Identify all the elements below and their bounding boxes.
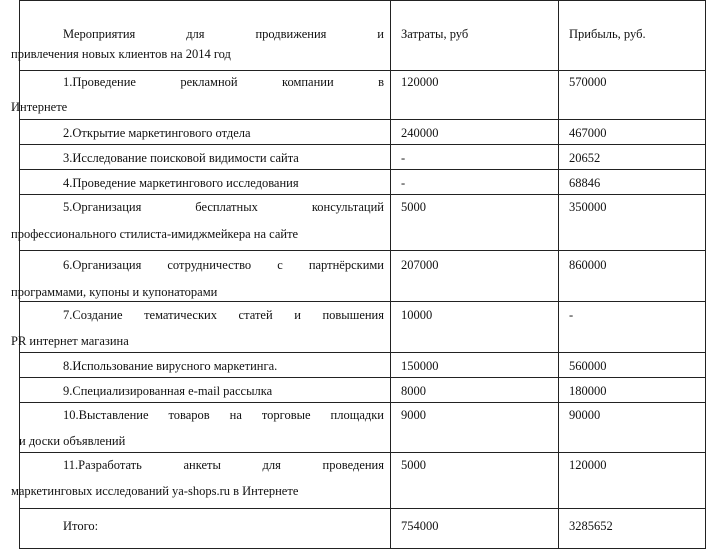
cost-cell: -	[391, 170, 559, 195]
table-row	[20, 302, 706, 353]
table-row	[20, 378, 706, 403]
table-row	[20, 71, 706, 120]
table-row	[20, 120, 706, 145]
activity-line2: программами, купоны и купонаторами	[11, 285, 218, 299]
profit-cell: 120000	[559, 453, 706, 509]
activity-line1: 8.Использование вирусного маркетинга.	[63, 359, 278, 373]
table-header-row	[20, 1, 706, 71]
table-row	[20, 195, 706, 251]
activity-cell	[20, 353, 391, 378]
activity-cell	[11, 251, 391, 302]
profit-cell: 20652	[559, 145, 706, 170]
table-row	[20, 353, 706, 378]
profit-cell: 180000	[559, 378, 706, 403]
table-row	[20, 251, 706, 302]
marketing-budget-table	[11, 0, 706, 549]
profit-cell: 860000	[559, 251, 706, 302]
table-row	[20, 170, 706, 195]
header-profit: Прибыль, руб.	[559, 1, 706, 71]
total-label: Итого:	[63, 519, 99, 533]
profit-cell: 68846	[559, 170, 706, 195]
header-activities-line1: Мероприятия для продвижения и	[63, 27, 384, 41]
cost-cell: 9000	[391, 403, 559, 453]
table-row	[20, 403, 706, 453]
activity-line1: 7.Создание тематических статей и повышения	[63, 308, 384, 322]
total-label-cell	[20, 509, 391, 549]
header-activities	[11, 1, 391, 71]
cost-cell: 10000	[391, 302, 559, 353]
activity-cell	[11, 453, 391, 509]
activity-line2: и доски объявлений	[19, 434, 126, 448]
activity-line2: Интернете	[11, 100, 68, 114]
total-profit: 3285652	[559, 509, 706, 549]
table-row	[20, 145, 706, 170]
cost-cell: 5000	[391, 195, 559, 251]
cost-cell: 5000	[391, 453, 559, 509]
cost-cell: 240000	[391, 120, 559, 145]
activity-cell	[20, 378, 391, 403]
activity-cell	[20, 120, 391, 145]
activity-line1: 5.Организация бесплатных консультаций	[63, 200, 384, 214]
activity-line1: 1.Проведение рекламной компании в	[63, 75, 384, 89]
activity-line1: 11.Разработать анкеты для проведения	[63, 458, 384, 472]
profit-cell: 467000	[559, 120, 706, 145]
profit-cell: 560000	[559, 353, 706, 378]
activity-line1: 10.Выставление товаров на торговые площадки	[63, 408, 384, 422]
activity-cell	[20, 403, 391, 453]
profit-cell: 350000	[559, 195, 706, 251]
cost-cell: -	[391, 145, 559, 170]
activity-line1: 4.Проведение маркетингового исследования	[63, 176, 299, 190]
profit-cell: 90000	[559, 403, 706, 453]
activity-line1: 3.Исследование поисковой видимости сайта	[63, 151, 299, 165]
header-activities-line2: привлечения новых клиентов на 2014 год	[11, 47, 231, 61]
activity-cell	[20, 170, 391, 195]
cost-cell: 120000	[391, 71, 559, 120]
cost-cell: 8000	[391, 378, 559, 403]
profit-cell: 570000	[559, 71, 706, 120]
activity-cell	[20, 145, 391, 170]
activity-cell	[11, 71, 391, 120]
total-row	[20, 509, 706, 549]
activity-line1: 6.Организация сотрудничество с партнёрскими	[63, 258, 384, 272]
activity-line1: 2.Открытие маркетингового отдела	[63, 126, 251, 140]
activity-line1: 9.Специализированная e-mail рассылка	[63, 384, 273, 398]
cost-cell: 207000	[391, 251, 559, 302]
total-cost: 754000	[391, 509, 559, 549]
activity-line2: профессионального стилиста-имиджмейкера на сайте	[11, 227, 299, 241]
profit-cell: -	[559, 302, 706, 353]
activity-line2: маркетинговых исследований ya-shops.ru в Интернете	[11, 484, 299, 498]
table-row	[20, 453, 706, 509]
activity-line2: PR интернет магазина	[11, 334, 129, 348]
cost-cell: 150000	[391, 353, 559, 378]
activity-cell	[11, 195, 391, 251]
header-cost: Затраты, руб	[391, 1, 559, 71]
activity-cell	[11, 302, 391, 353]
